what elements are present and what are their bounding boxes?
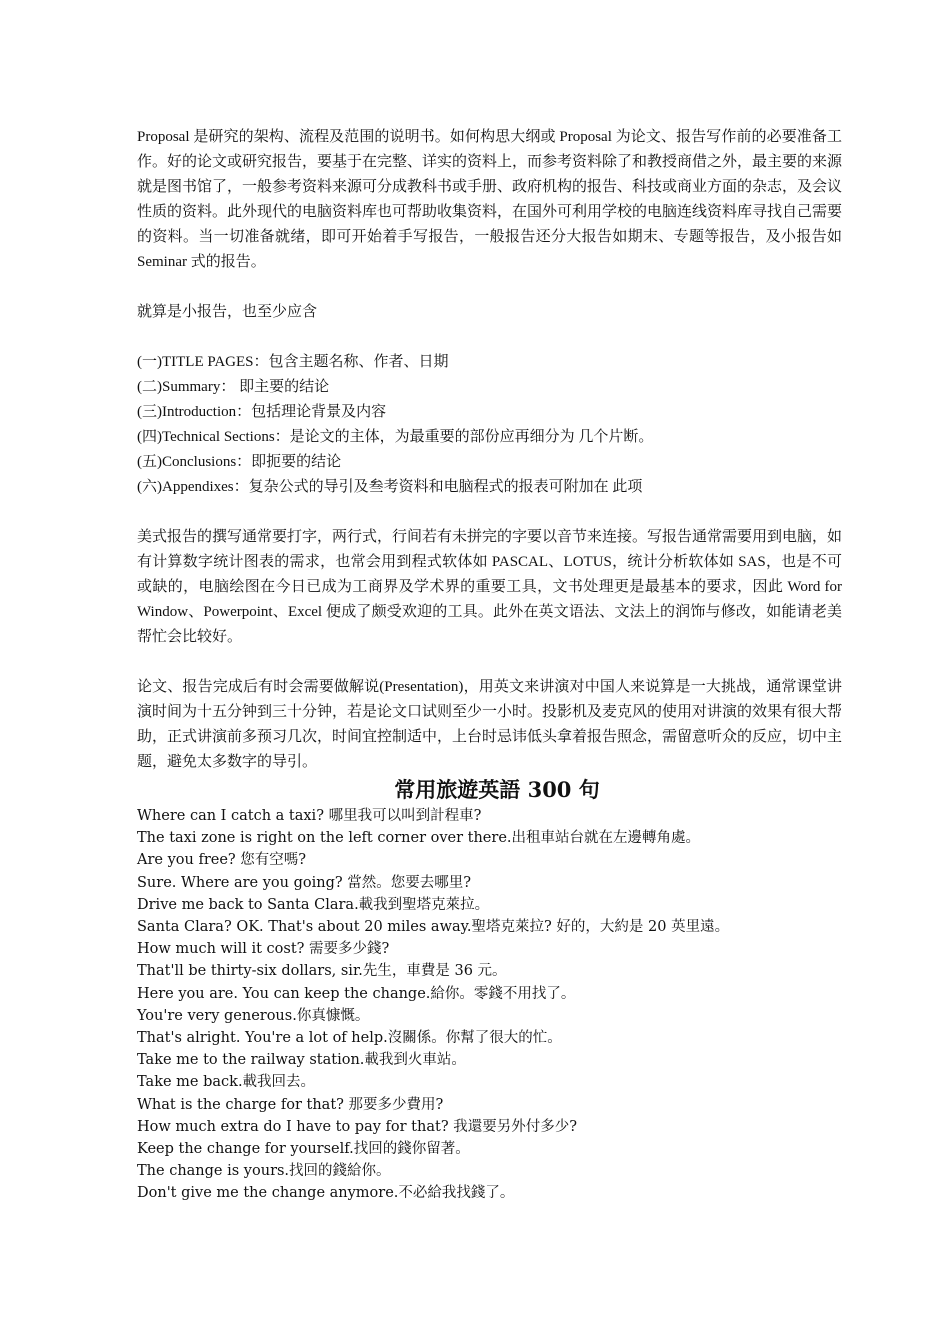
spacer	[137, 650, 842, 675]
phrase-line: The change is yours.找回的錢給你。	[137, 1163, 391, 1180]
spacer	[137, 500, 842, 525]
section-item-technical-sections: (四)Technical Sections：是论文的主体，为最重要的部份应再细分为 几个片断。	[137, 429, 654, 445]
presentation-paragraph: 论文、报告完成后有时会需要做解说(Presentation)，用英文来讲演对中国人来说算是一大挑战，通常课堂讲演时间为十五分钟到三十分钟，若是论文口试则至少一小时。投影机及麦克风的使用对讲演的效果有很大帮助，正式讲演前多预习几次，时间宜控制适中，上台时忌讳低头拿着报告照念，需留意听众的反应，切中主题，避免太多数字的导引。	[137, 679, 843, 770]
phrase-line: Drive me back to Santa Clara.載我到聖塔克萊拉。	[137, 896, 490, 913]
section-item-conclusions: (五)Conclusions：即扼要的结论	[137, 454, 342, 470]
phrase-line: How much will it cost? 需要多少錢?	[137, 941, 390, 958]
section-item-appendixes: (六)Appendixes：复杂公式的导引及叁考资料和电脑程式的报表可附加在 此项	[137, 479, 643, 495]
phrase-line: Here you are. You can keep the change.給你。零錢不用找了。	[137, 985, 576, 1002]
phrase-line: Don't give me the change anymore.不必給我找錢了。	[137, 1185, 515, 1202]
phrase-list	[137, 805, 842, 1205]
phrase-line: You're very generous.你真慷慨。	[137, 1007, 370, 1024]
phrase-line: Take me to the railway station.載我到火車站。	[137, 1052, 466, 1069]
sections-lead-in: 就算是小报告，也至少应含	[137, 304, 318, 320]
spacer	[137, 275, 842, 300]
phrase-line: Where can I catch a taxi? 哪里我可以叫到計程車?	[137, 808, 482, 824]
spacer	[137, 325, 842, 350]
document-body	[137, 125, 842, 1205]
report-sections-list	[137, 350, 842, 500]
typing-paragraph: 美式报告的撰写通常要打字，两行式，行间若有未拼完的字要以音节来连接。写报告通常需要用到电脑，如有计算数字统计图表的需求，也常会用到程式软体如 PASCAL、LOTUS，统计分析软体如 SAS，也是不可或缺的，电脑绘图在今日已成为工商界及学术界的重要工具，文书处理更是最基本的要求，因此 Word for Window、Powerpoint、Excel 便成了颇受欢迎的工具。此外在英文语法、文法上的润饰与修改，如能请老美帮忙会比较好。	[137, 529, 843, 645]
section-item-summary: (二)Summary： 即主要的结论	[137, 379, 330, 395]
phrase-section-title: 常用旅遊英語 300 句	[394, 777, 600, 802]
phrase-line: Santa Clara? OK. That's about 20 miles away.聖塔克萊拉? 好的，大約是 20 英里遠。	[137, 919, 730, 936]
section-item-title-pages: (一)TITLE PAGES：包含主题名称、作者、日期	[137, 354, 449, 370]
phrase-line: That'll be thirty-six dollars, sir.先生，車費是 36 元。	[137, 963, 507, 980]
phrase-line: Sure. Where are you going? 當然。您要去哪里?	[137, 874, 472, 891]
phrase-line: What is the charge for that? 那要多少費用?	[137, 1096, 444, 1113]
intro-paragraph: Proposal 是研究的架构、流程及范围的说明书。如何构思大纲或 Proposal 为论文、报告写作前的必要准备工作。好的论文或研究报告，要基于在完整、详实的资料上，而参考资料除了和教授商借之外，最主要的来源就是图书馆了，一般参考资料来源可分成教科书或手册、政府机构的报告、科技或商业方面的杂志，及会议性质的资料。此外现代的电脑资料库也可帮助收集资料，在国外可利用学校的电脑连线资料库寻找自己需要的资料。当一切准备就绪，即可开始着手写报告，一般报告还分大报告如期末、专题等报告，及小报告如 Seminar 式的报告。	[137, 129, 843, 270]
phrase-line: That's alright. You're a lot of help.沒關係。你幫了很大的忙。	[137, 1030, 562, 1047]
phrase-line: Keep the change for yourself.找回的錢你留著。	[137, 1141, 470, 1158]
phrase-line: How much extra do I have to pay for that? 我還要另外付多少?	[137, 1118, 577, 1135]
section-item-introduction: (三)Introduction：包括理论背景及内容	[137, 404, 387, 420]
phrase-line: Take me back.載我回去。	[137, 1074, 316, 1091]
phrase-line: Are you free? 您有空嗎?	[137, 852, 307, 869]
phrase-line: The taxi zone is right on the left corner over there.出租車站台就在左邊轉角處。	[137, 830, 701, 847]
